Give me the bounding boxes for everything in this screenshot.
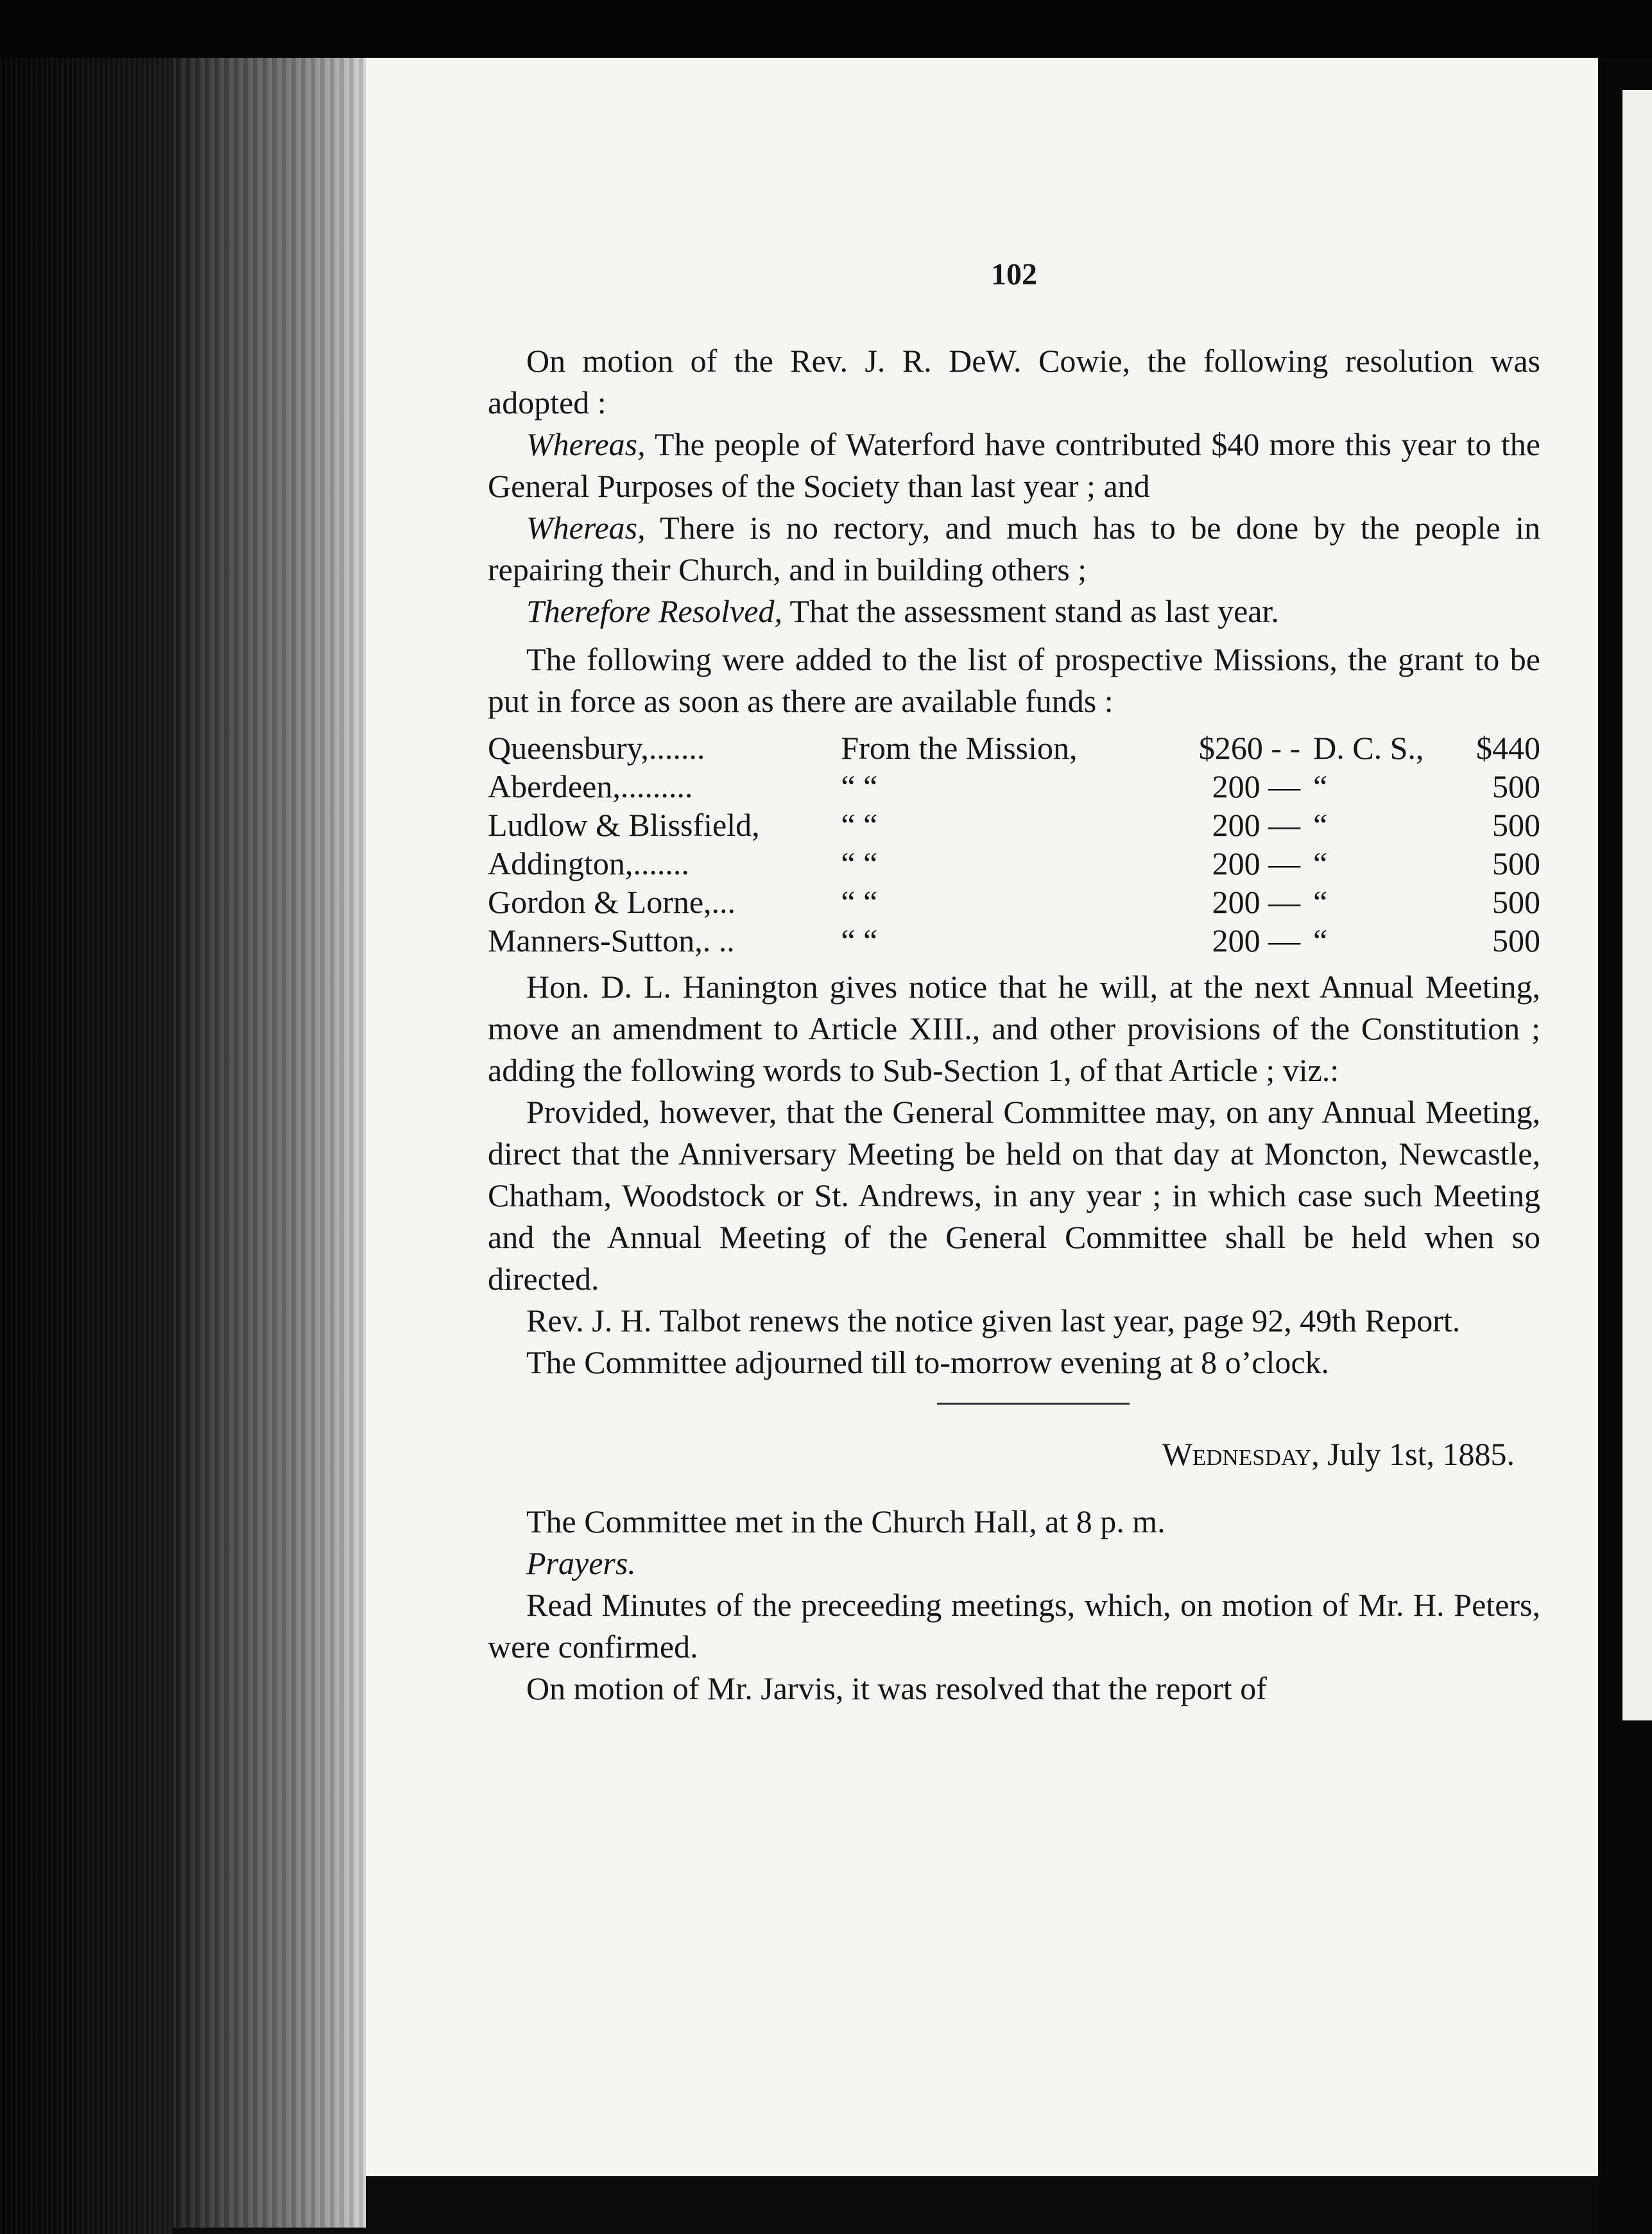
mission-row: [488, 806, 1540, 844]
facing-page-sliver: [1622, 90, 1652, 1720]
mission-from: “ “: [841, 807, 878, 843]
date-line: [488, 1433, 1540, 1475]
whereas-text: There is no rectory, and much has to be done by the people in repairing their Church, and in building others ;: [488, 510, 1540, 587]
mission-grant: 500: [1492, 845, 1540, 881]
mission-name: Aberdeen,.........: [488, 768, 693, 804]
mission-dcs: “: [1313, 807, 1328, 843]
whereas-waterford: [488, 424, 1540, 507]
motion-jarvis: On motion of Mr. Jarvis, it was resolved that the report of: [526, 1670, 1267, 1706]
mission-name: Addington,.......: [488, 845, 689, 881]
missions-table: [488, 729, 1540, 960]
mission-row: [488, 844, 1540, 883]
mission-name: Manners-Sutton,. ..: [488, 922, 735, 958]
page-text: [488, 254, 1540, 1710]
mission-from: “ “: [841, 768, 878, 804]
minutes-confirmed: Read Minutes of the preceeding meetings, which, on motion of Mr. H. Peters, were confirmed.: [488, 1587, 1540, 1665]
book-spine-shadow: [0, 0, 173, 2234]
mission-amount: 200 —: [1212, 768, 1301, 804]
therefore-resolved: [488, 591, 1540, 632]
committee-adjourned: The Committee adjourned till to-morrow evening at 8 o’clock.: [526, 1344, 1330, 1380]
notice-hanington: Hon. D. L. Hanington gives notice that he will, at the next Annual Meeting, move an amendment to Article XIII., and other provisions of the Constitution ; adding the following words to Sub-Section 1, of that Article ; viz.:: [488, 969, 1540, 1088]
mission-from: “ “: [841, 845, 878, 881]
whereas-lead: Whereas,: [526, 510, 646, 546]
page-number: 102: [991, 257, 1037, 291]
missions-intro: The following were added to the list of prospective Missions, the grant to be put in force as soon as there are available funds :: [488, 641, 1540, 719]
mission-amount: 200 —: [1212, 845, 1301, 881]
mission-row: [488, 921, 1540, 960]
mission-row: [488, 883, 1540, 921]
notice-talbot: Rev. J. H. Talbot renews the notice given last year, page 92, 49th Report.: [526, 1303, 1461, 1338]
mission-dcs: “: [1313, 922, 1328, 958]
whereas-lead: Whereas,: [526, 426, 646, 462]
resolved-text: That the assessment stand as last year.: [782, 593, 1279, 629]
mission-row: [488, 767, 1540, 806]
mission-name: Queensbury,.......: [488, 730, 705, 766]
mission-dcs: “: [1313, 884, 1328, 920]
weekday: Wednesday,: [1162, 1436, 1320, 1472]
section-divider: [937, 1403, 1130, 1405]
mission-grant: 500: [1492, 884, 1540, 920]
mission-name: Ludlow & Blissfield,: [488, 807, 760, 843]
mission-from: From the Mission,: [841, 730, 1078, 766]
mission-amount: 200 —: [1212, 884, 1301, 920]
whereas-rectory: [488, 507, 1540, 591]
date: July 1st, 1885.: [1319, 1436, 1515, 1472]
committee-met: The Committee met in the Church Hall, at 8 p. m.: [526, 1503, 1166, 1539]
prayers: [488, 1543, 1540, 1584]
mission-amount: 200 —: [1212, 922, 1301, 958]
mission-dcs: D. C. S.,: [1313, 730, 1424, 766]
resolved-lead: Therefore Resolved,: [526, 593, 782, 629]
mission-amount: $260 - -: [1198, 730, 1301, 766]
scan-background: [0, 0, 1652, 58]
mission-grant: $440: [1476, 730, 1540, 766]
mission-from: “ “: [841, 884, 878, 920]
mission-grant: 500: [1492, 768, 1540, 804]
mission-grant: 500: [1492, 807, 1540, 843]
mission-from: “ “: [841, 922, 878, 958]
motion-cowie: On motion of the Rev. J. R. DeW. Cowie, the following resolution was adopted :: [488, 343, 1540, 420]
mission-dcs: “: [1313, 768, 1328, 804]
mission-dcs: “: [1313, 845, 1328, 881]
mission-grant: 500: [1492, 922, 1540, 958]
provided-amendment: Provided, however, that the General Committee may, on any Annual Meeting, direct that the Anniversary Meeting be held on that day at Moncton, Newcastle, Chatham, Woodstock or St. Andrews, in any year ; in which case such Meeting and the Annual Meeting of the General Committee shall be held when so directed.: [488, 1094, 1540, 1297]
mission-name: Gordon & Lorne,...: [488, 884, 736, 920]
mission-amount: 200 —: [1212, 807, 1301, 843]
whereas-text: The people of Waterford have contributed $40 more this year to the General Purposes of the Society than last year ; and: [488, 426, 1540, 504]
mission-row: [488, 729, 1540, 767]
page-edges: [173, 58, 366, 2228]
prayers-text: Prayers.: [526, 1545, 636, 1581]
